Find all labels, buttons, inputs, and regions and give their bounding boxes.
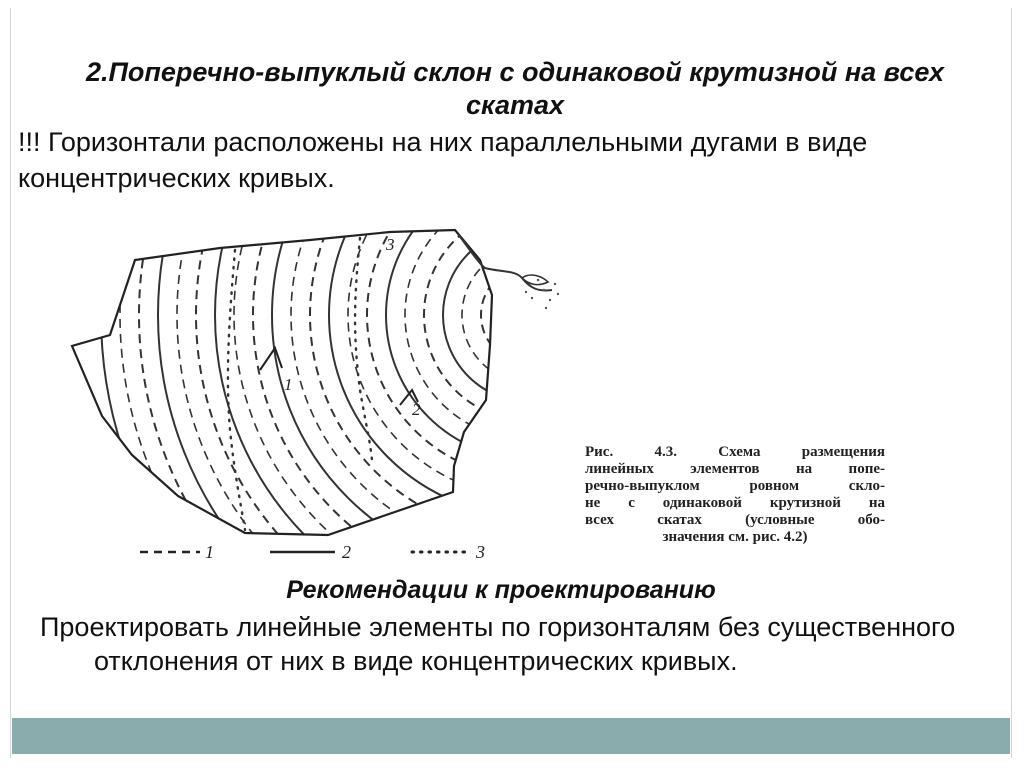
slide-note: !!! Горизонтали расположены на них параллельными дугами в виде концентрических кривых. — [18, 127, 868, 193]
figure-caption — [585, 444, 885, 546]
footer-bar — [12, 718, 1010, 754]
caption-line: Рис. 4.3. Схема размещения — [585, 444, 885, 460]
figure-label-1: 1 — [284, 375, 293, 394]
recommendations-heading: Рекомендации к проектированию — [286, 576, 716, 604]
slope-contour-drawing — [60, 220, 580, 580]
legend-label-1: 1 — [205, 542, 214, 562]
recommendation-text: Проектировать линейные элементы по горизонталям без существенного отклонения от них в виде концентрических кривых. — [40, 612, 956, 676]
caption-line: речно-выпуклом ровном скло- — [585, 478, 885, 494]
caption-line: всех скатах (условные обо- — [585, 512, 885, 528]
legend-label-2: 2 — [342, 542, 351, 562]
figure-legend — [140, 542, 485, 562]
figure-label-3: 3 — [386, 235, 395, 254]
caption-line: не с одинаковой крутизной на — [585, 495, 885, 511]
slide-title: 2.Поперечно-выпуклый склон с одинаковой крутизной на всех скатах — [85, 57, 945, 120]
caption-line: значения см. рис. 4.2) — [662, 529, 808, 545]
figure-label-2: 2 — [412, 400, 421, 419]
legend-label-3: 3 — [476, 542, 485, 562]
slope-diagram — [60, 220, 580, 580]
caption-line: линейных элементов на попе- — [585, 461, 885, 477]
